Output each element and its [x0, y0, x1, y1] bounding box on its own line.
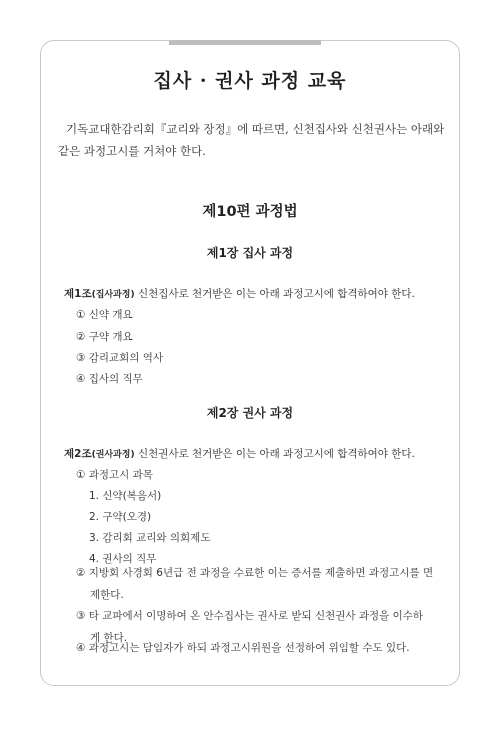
article1-text: 신천집사로 천거받은 이는 아래 과정고시에 합격하여야 한다. [134, 288, 415, 300]
chapter2-subitem: 4. 권사의 직무 [89, 553, 157, 565]
part-title: 제10편 과정법 [202, 204, 298, 220]
chapter2-item-4: ④ 과정고시는 담임자가 하되 과정고시위원을 선정하여 위임할 수도 있다. [76, 642, 410, 654]
intro-line-2: 같은 과정고시를 거쳐야 한다. [58, 144, 206, 158]
article1-label: 제1조 [64, 288, 92, 300]
article1 [64, 286, 444, 301]
chapter1-item: ③ 감리교회의 역사 [76, 352, 164, 364]
article2 [64, 446, 444, 461]
chapter1-title: 제1장 집사 과정 [206, 246, 294, 260]
chapter2-subitem: 3. 감리회 교리와 의회제도 [89, 532, 211, 544]
article2-label: 제2조 [64, 448, 92, 460]
chapter1-item: ② 구약 개요 [76, 331, 133, 343]
card-top-tab [169, 40, 321, 45]
chapter1-item: ① 신약 개요 [76, 309, 133, 321]
intro-paragraph [58, 118, 450, 162]
chapter2-item-3: ③ 타 교파에서 이명하여 온 안수집사는 권사로 받되 신천권사 과정을 이수하게 한다. [76, 610, 424, 644]
chapter2-item-2: ② 지방회 사경회 6년급 전 과정을 수료한 이는 증서를 제출하면 과정고시를 면제한다. [76, 567, 434, 601]
article2-text: 신천권사로 천거받은 이는 아래 과정고시에 합격하여야 한다. [134, 448, 415, 460]
chapter1-item: ④ 집사의 직무 [76, 373, 143, 385]
chapter2-title: 제2장 권사 과정 [206, 406, 294, 420]
chapter2-subitem: 2. 구약(오경) [89, 511, 152, 523]
chapter2-subitem: 1. 신약(복음서) [89, 490, 162, 502]
intro-line-1: 기독교대한감리회『교리와 장정』에 따르면, 신천집사와 신천권사는 아래와 [66, 122, 445, 136]
chapter2-item-1: ① 과정고시 과목 [76, 469, 153, 481]
article1-tag: (집사과정) [91, 290, 135, 300]
page-title: 집사 · 권사 과정 교육 [153, 70, 347, 92]
article2-tag: (권사과정) [91, 450, 135, 460]
